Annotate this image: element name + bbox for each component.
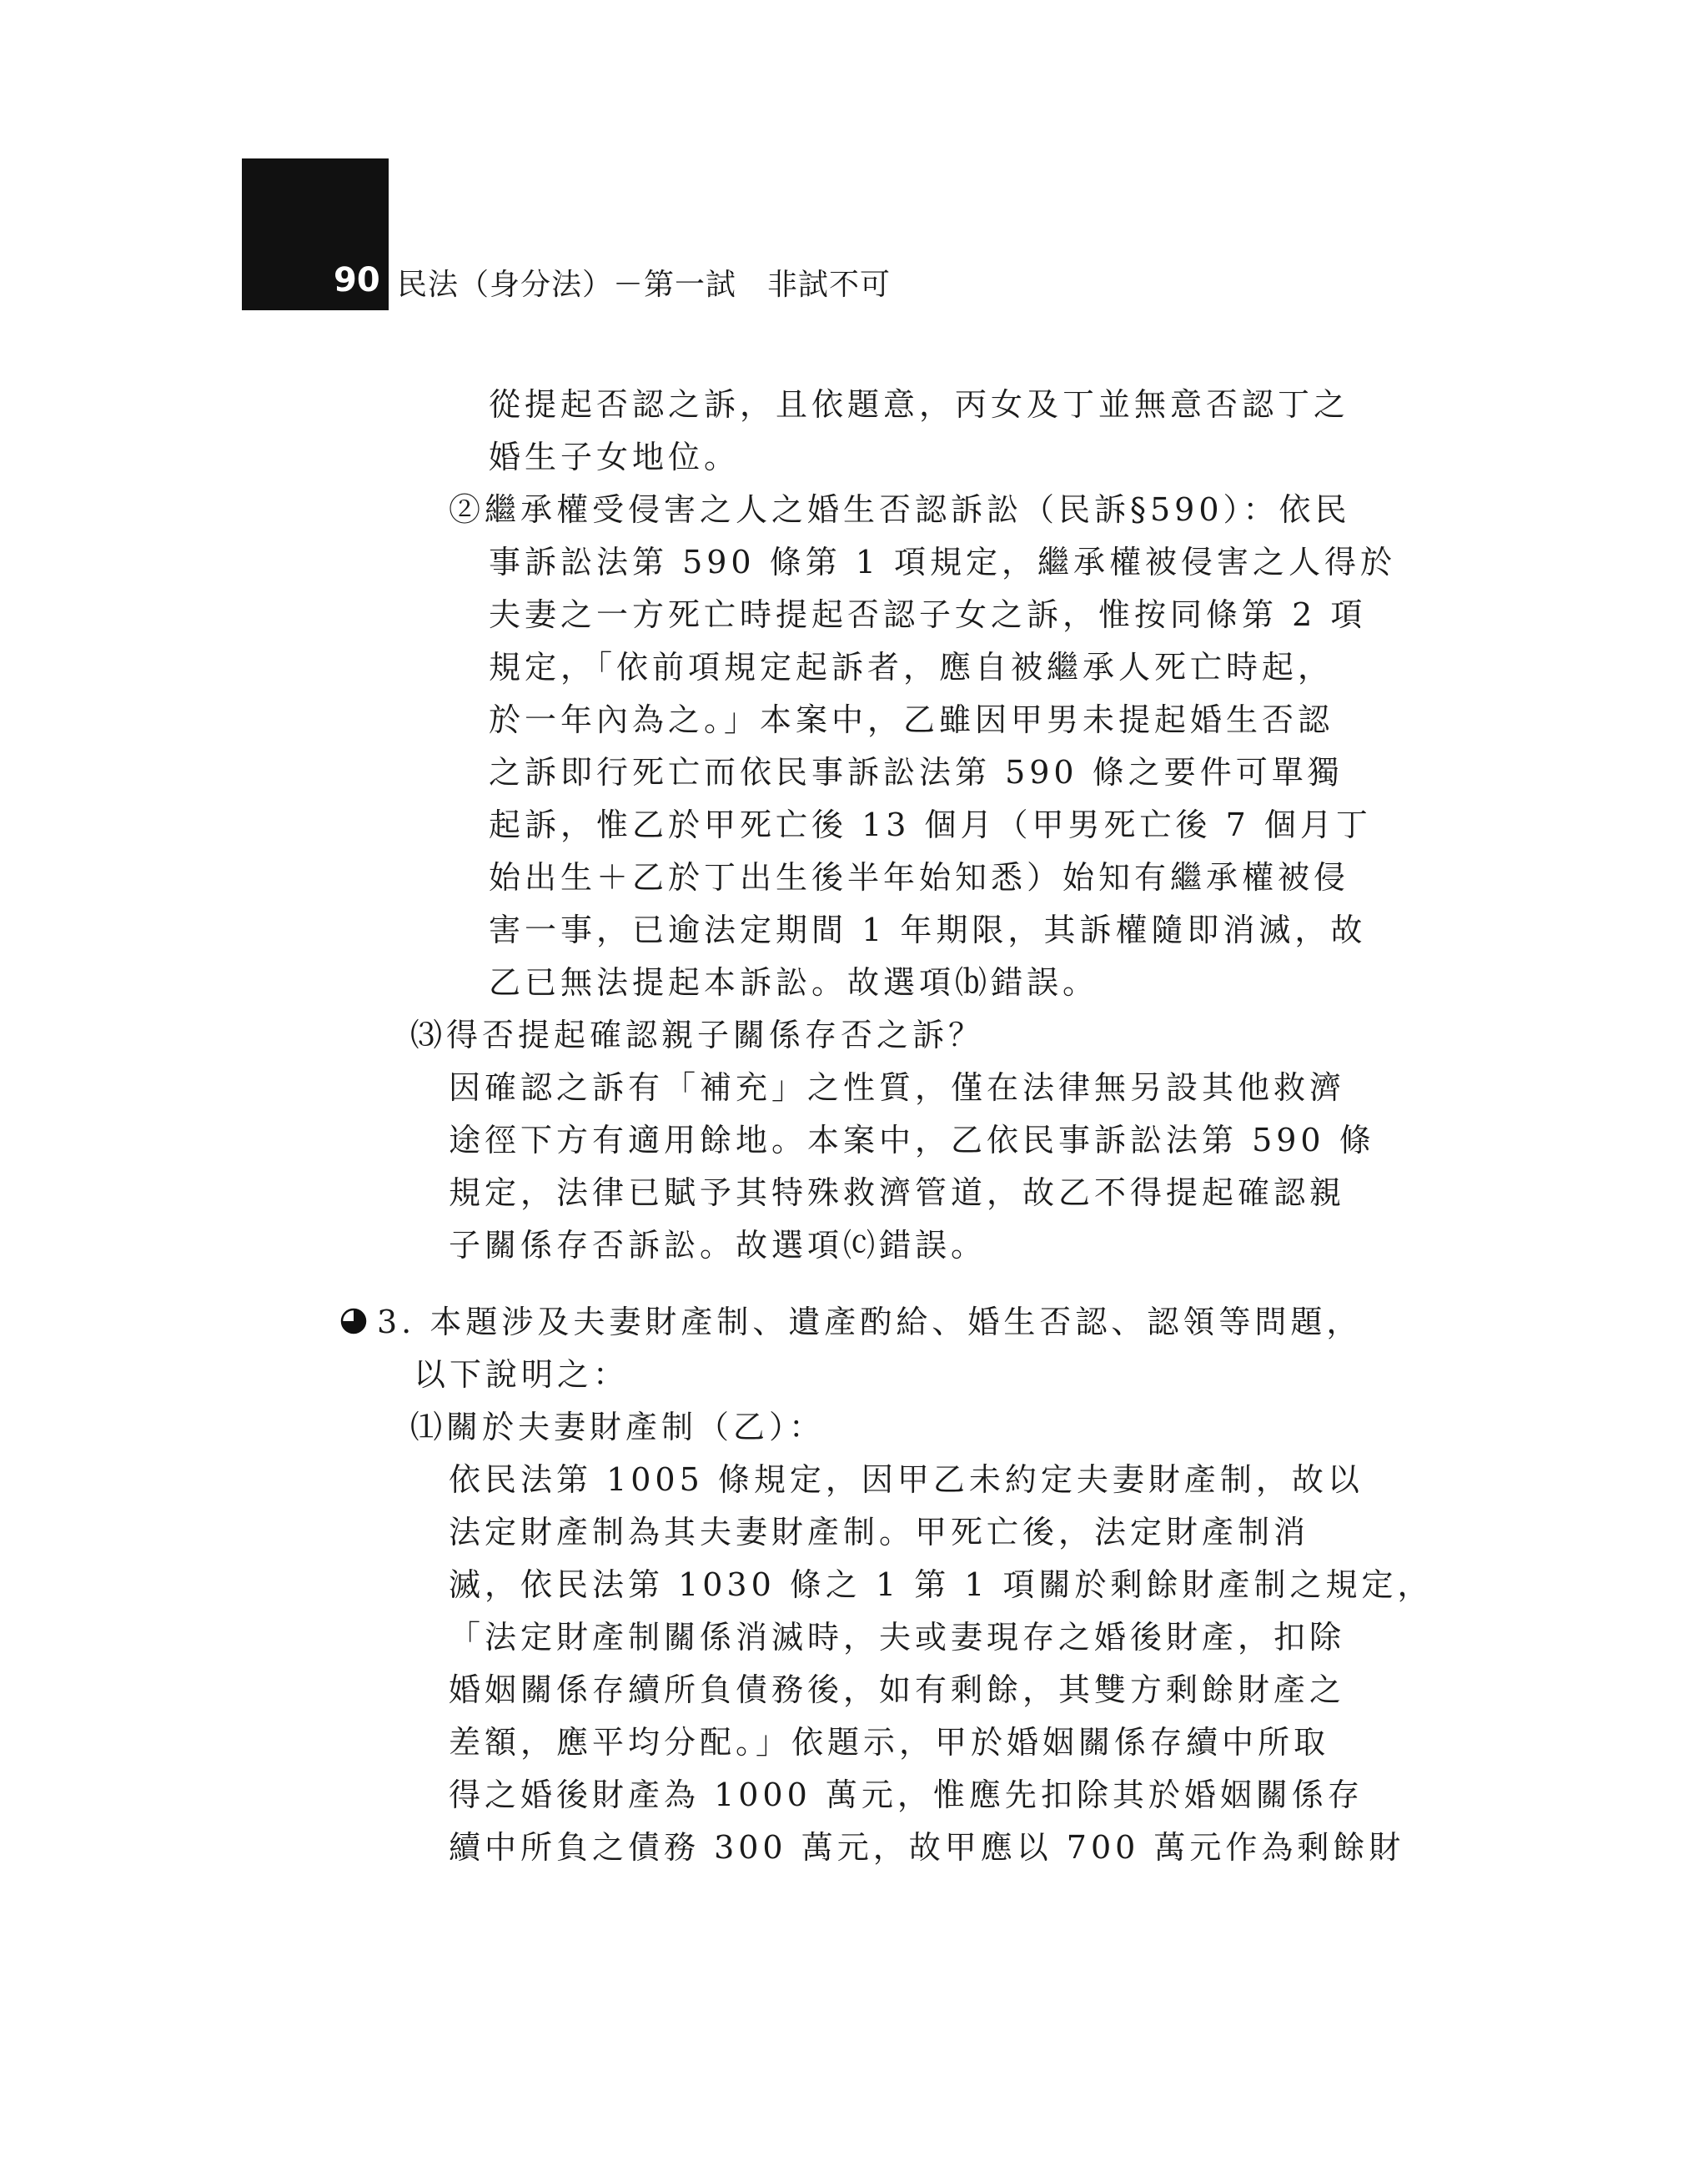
body-line: 起訴，惟乙於甲死亡後 13 個月（甲男死亡後 7 個月丁 bbox=[489, 807, 1372, 843]
running-title: 民法（身分法）－第一試 非試不可 bbox=[397, 268, 892, 302]
section-heading: ⑶得否提起確認親子關係存否之訴？ bbox=[410, 1017, 985, 1053]
question-item: 3. 本題涉及夫妻財產制、遺產酌給、婚生否認、認領等問題， bbox=[377, 1304, 1363, 1340]
body-line: 婚生子女地位。 bbox=[489, 439, 741, 475]
section-heading: ⑴關於夫妻財產制（乙）： bbox=[410, 1409, 826, 1445]
body-line: 於一年內為之。」本案中，乙雖因甲男未提起婚生否認 bbox=[489, 701, 1334, 738]
body-line: 子關係存否訴訟。故選項⒞錯誤。 bbox=[449, 1227, 987, 1264]
body-line: 規定，「依前項規定起訴者，應自被繼承人死亡時起， bbox=[489, 649, 1334, 686]
body-line: 依民法第 1005 條規定，因甲乙未約定夫妻財產制，故以 bbox=[449, 1461, 1364, 1498]
body-line: 害一事，已逾法定期間 1 年期限，其訴權隨即消滅，故 bbox=[489, 912, 1367, 948]
body-line: 乙已無法提起本訴訟。故選項⒝錯誤。 bbox=[489, 964, 1099, 1001]
page-number: 90 bbox=[334, 261, 380, 299]
body-line: 夫妻之一方死亡時提起否認子女之訴，惟按同條第 2 項 bbox=[489, 596, 1367, 633]
body-line: 得之婚後財產為 1000 萬元，惟應先扣除其於婚姻關係存 bbox=[449, 1777, 1364, 1813]
body-line: ②繼承權受侵害之人之婚生否認訴訟（民訴§590）：依民 bbox=[449, 491, 1351, 528]
body-line: 法定財產制為其夫妻財產制。甲死亡後，法定財產制消 bbox=[449, 1514, 1310, 1550]
body-line: 因確認之訴有「補充」之性質，僅在法律無另設其他救濟 bbox=[449, 1069, 1346, 1106]
body-line: 差額，應平均分配。」依題示，甲於婚姻關係存續中所取 bbox=[449, 1724, 1330, 1761]
body-line: 之訴即行死亡而依民事訴訟法第 590 條之要件可單獨 bbox=[489, 754, 1344, 791]
body-line: 婚姻關係存續所負債務後，如有剩餘，其雙方剩餘財產之 bbox=[449, 1671, 1346, 1708]
body-line: 事訴訟法第 590 條第 1 項規定，繼承權被侵害之人得於 bbox=[489, 544, 1397, 580]
body-line: 始出生＋乙於丁出生後半年始知悉）始知有繼承權被侵 bbox=[489, 859, 1350, 896]
body-line: 續中所負之債務 300 萬元，故甲應以 700 萬元作為剩餘財 bbox=[449, 1829, 1405, 1866]
half-filled-circle-icon bbox=[340, 1308, 367, 1334]
body-line: 從提起否認之訴，且依題意，丙女及丁並無意否認丁之 bbox=[489, 386, 1350, 423]
body-line: 以下說明之： bbox=[414, 1356, 630, 1393]
body-line: 途徑下方有適用餘地。本案中，乙依民事訴訟法第 590 條 bbox=[449, 1122, 1375, 1158]
body-line: 「法定財產制關係消滅時，夫或妻現存之婚後財產，扣除 bbox=[449, 1619, 1346, 1656]
body-line: 滅，依民法第 1030 條之 1 第 1 項關於剩餘財產制之規定， bbox=[449, 1566, 1434, 1603]
body-line: 規定，法律已賦予其特殊救濟管道，故乙不得提起確認親 bbox=[449, 1174, 1346, 1211]
